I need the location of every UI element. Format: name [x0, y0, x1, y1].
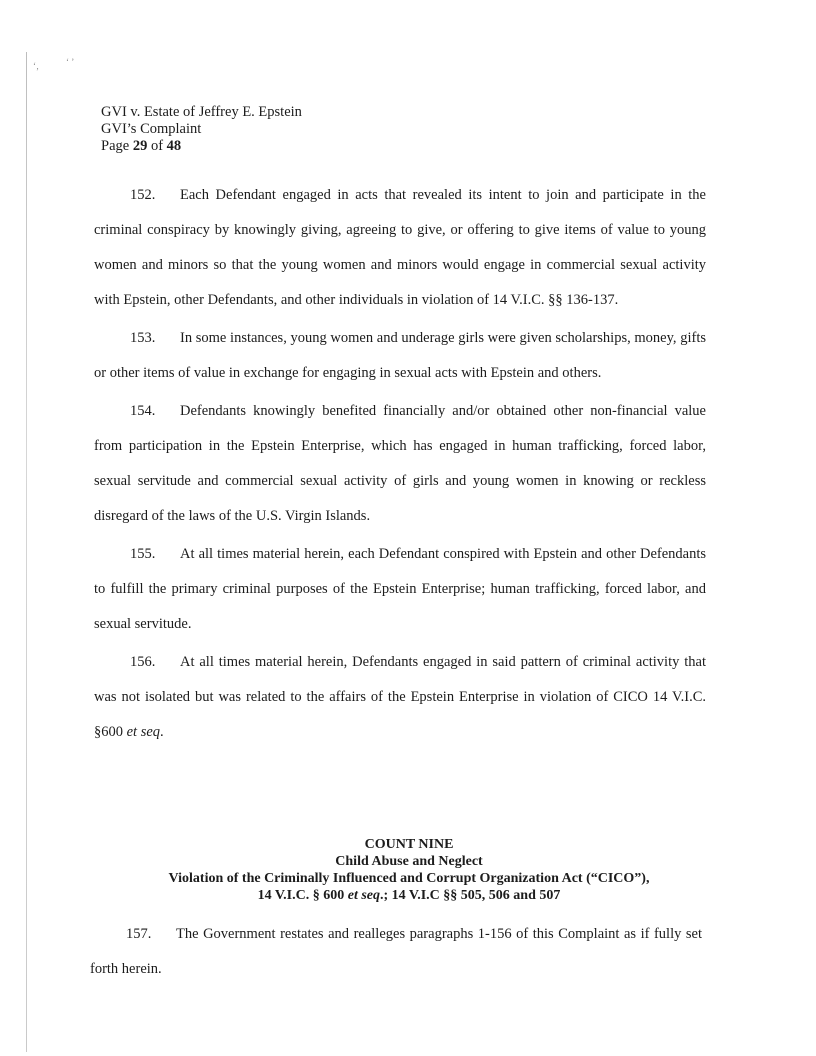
paragraph-end: .: [160, 724, 164, 740]
statute-part-a: 14 V.I.C. § 600: [257, 888, 348, 903]
paragraph-text: The Government restates and realleges paragraphs 1-156 of this Complaint as if fully set forth herein.: [90, 926, 702, 977]
paragraph-156: [94, 645, 706, 750]
paragraph-157: [90, 917, 702, 987]
complaint-body: [94, 178, 706, 750]
paragraph-153: [94, 321, 706, 391]
paragraph-text: At all times material herein, each Defendant conspired with Epstein and other Defendants to fulfill the primary criminal purposes of the Epstein Enterprise; human trafficking, forced labor, and sexual servitude.: [94, 546, 706, 632]
page-header: [101, 104, 302, 155]
paragraph-text: At all times material herein, Defendants engaged in said pattern of criminal activity that was not isolated but was related to the affairs of the Epstein Enterprise in violation of CICO 14 V.I.C. §600: [94, 654, 706, 740]
paragraph-152: [94, 178, 706, 318]
paragraph-number: 154.: [130, 403, 156, 419]
paragraph-text: Defendants knowingly benefited financially and/or obtained other non-financial value from participation in the Epstein Enterprise, which has engaged in human trafficking, forced labor, sexual servitude and commercial sexual activity of girls and young women in knowing or reckless disregard of the laws of the U.S. Virgin Islands.: [94, 403, 706, 524]
page-total: 48: [166, 138, 182, 154]
count-heading: [94, 836, 724, 904]
paragraph-154: [94, 394, 706, 534]
paragraph-number: 156.: [130, 654, 156, 670]
document-title: GVI’s Complaint: [101, 121, 202, 137]
page-prefix: Page: [101, 138, 133, 154]
complaint-body-continued: [90, 917, 702, 987]
paragraph-number: 157.: [126, 926, 152, 942]
paragraph-text: In some instances, young women and underage girls were given scholarships, money, gifts or other items of value in exchange for engaging in sexual acts with Epstein and others.: [94, 330, 706, 381]
scan-speck: ‘ ’: [66, 57, 75, 67]
paragraph-number: 153.: [130, 330, 156, 346]
paragraph-number: 155.: [130, 546, 156, 562]
count-subtitle: Child Abuse and Neglect: [335, 854, 483, 869]
statute-italic: et seq: [347, 888, 381, 903]
paragraph-number: 152.: [130, 187, 156, 203]
count-title: COUNT NINE: [364, 837, 454, 852]
paragraph-text: Each Defendant engaged in acts that revealed its intent to join and participate in the criminal conspiracy by knowingly giving, agreeing to give, or offering to give items of value to young women and minors so that the young women and minors would engage in commercial sexual activity with Epstein, other Defendants, and other individuals in violation of 14 V.I.C. §§ 136-137.: [94, 187, 706, 308]
scan-speck: ‘‚: [33, 61, 39, 71]
paragraph-155: [94, 537, 706, 642]
paragraph-italic: et seq: [126, 724, 161, 740]
page-number: 29: [132, 138, 148, 154]
page-indicator: [101, 138, 302, 155]
scan-edge-line: [26, 52, 27, 1052]
count-statutes: [94, 887, 724, 904]
case-caption: GVI v. Estate of Jeffrey E. Epstein: [101, 104, 302, 120]
statute-part-b: .; 14 V.I.C §§ 505, 506 and 507: [380, 888, 561, 903]
page-of: of: [147, 138, 167, 154]
count-violation: Violation of the Criminally Influenced and Corrupt Organization Act (“CICO”),: [168, 871, 650, 886]
